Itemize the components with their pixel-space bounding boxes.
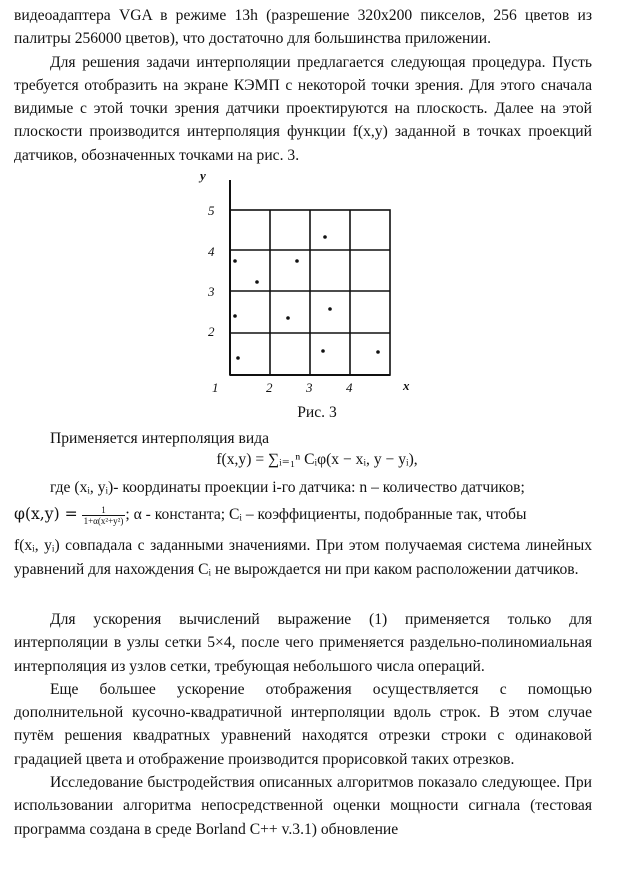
paragraph-performance: Исследование быстродействия описанных алгоритмов показало следующее. При использовании алгоритма непосредственной оценки мощности сигнала (тестовая программа создана в среде Borland C++ v.3.1) обновление	[14, 774, 592, 838]
y-tick-2: 2	[208, 324, 215, 339]
phi-line	[14, 499, 592, 530]
figure-3-grid	[190, 160, 430, 400]
sensor-points	[233, 235, 380, 360]
phi-rest: ; α - константа; Cᵢ – коэффициенты, подобранные так, чтобы	[125, 506, 527, 524]
x-tick-2: 2	[266, 380, 273, 395]
sensor-point	[233, 259, 237, 263]
definitions-block	[14, 476, 592, 581]
y-axis-label: y	[200, 168, 206, 183]
phi-lhs: φ(x,y) =	[14, 505, 78, 524]
x-tick-1: 1	[212, 380, 219, 395]
top-text	[14, 4, 592, 167]
figure-caption: Рис. 3	[297, 404, 337, 421]
sensor-point	[328, 307, 332, 311]
interpolation-intro	[14, 427, 592, 450]
y-tick-5: 5	[208, 203, 215, 218]
interpolation-intro-text: Применяется интерполяция вида	[50, 430, 270, 447]
formula-main: f(x,y) = ∑ᵢ₌₁ⁿ Cᵢφ(x − xᵢ, y − yᵢ),	[216, 451, 418, 468]
sensor-point	[286, 316, 290, 320]
paragraph-interpolation-procedure: Для решения задачи интерполяции предлагается следующая процедура. Пусть требуется отобразить на экране КЭМП с некоторой точки зрения. Для этого сначала видимые с этой точки зрения датчики проектируются на плоскость. Далее на этой плоскости производится интерполяция функции f(x,y) заданной в точках проекций датчиков, обозначенных точками на рис. 3.	[14, 53, 592, 164]
bottom-text	[14, 608, 592, 841]
phi-denominator: 1+α(x²+y²)	[83, 516, 124, 527]
sensor-point	[323, 235, 327, 239]
x-tick-3: 3	[306, 380, 313, 395]
sensor-point	[321, 349, 325, 353]
where-line: где (xᵢ, yᵢ)- координаты проекции i-го датчика: n – количество датчиков;	[50, 479, 525, 496]
sensor-point	[255, 280, 259, 284]
paragraph-acceleration: Для ускорения вычислений выражение (1) применяется только для интерполяции в узлы сетки 5×4, после чего применяется раздельно-полиномиальная интерполяция из узлов сетки, требующая небольшого числа операций.	[14, 611, 592, 675]
phi-fraction	[82, 505, 126, 526]
sensor-point	[376, 350, 380, 354]
sensor-point	[233, 314, 237, 318]
x-axis-label: x	[403, 378, 410, 393]
grid-lines	[230, 210, 390, 375]
sensor-point	[236, 356, 240, 360]
paragraph-quadratic: Еще большее ускорение отображения осуществляется с помощью дополнительной кусочно-квадратичной интерполяции вдоль строк. В этом случае путём решения квадратных уравнений находятся отрезки строки с одинаковой градацией цвета и отображение производится прорисовкой таких отрезков.	[14, 680, 592, 768]
paragraph-vga: видеоадаптера VGA в режиме 13h (разрешение 320x200 пикселов, 256 цветов из палитры 256000 цветов), что достаточно для большинства приложении.	[14, 7, 592, 48]
f-line: f(xᵢ, yᵢ) совпадала с заданными значениями. При этом получаемая система линейных уравнений для нахождения Cᵢ не вырождается ни при каком расположении датчиков.	[14, 537, 592, 578]
x-tick-4: 4	[346, 380, 353, 395]
sensor-point	[295, 259, 299, 263]
y-tick-3: 3	[208, 284, 215, 299]
y-tick-4: 4	[208, 244, 215, 259]
phi-numerator: 1	[82, 505, 126, 516]
